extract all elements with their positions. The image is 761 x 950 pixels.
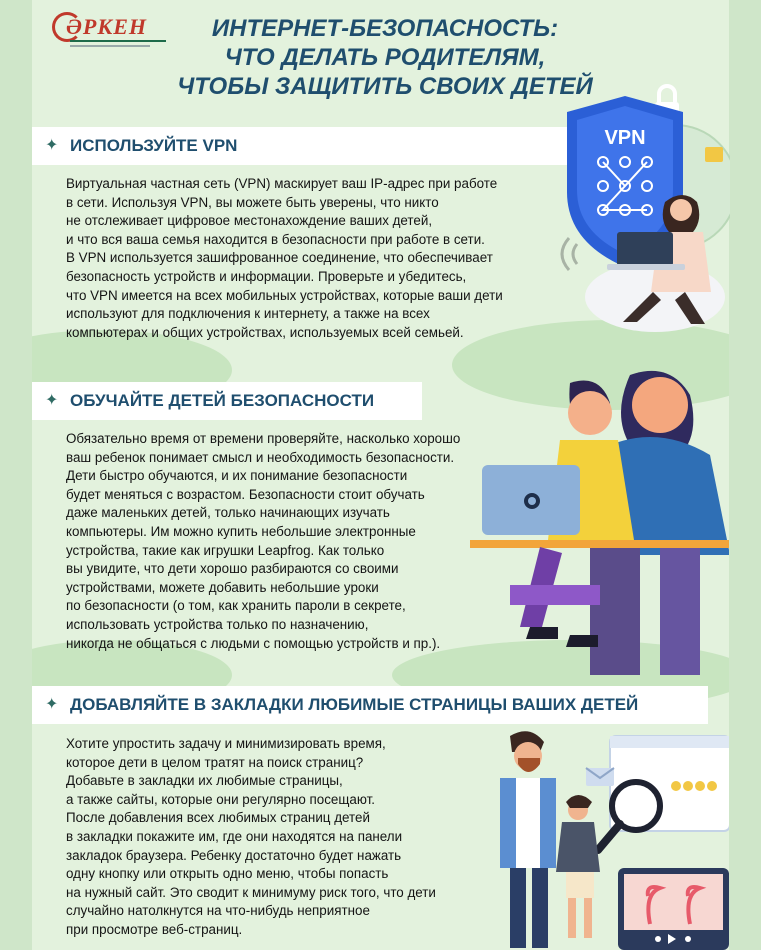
vpn-illustration [555,82,730,332]
title-line: ЧТО ДЕЛАТЬ РОДИТЕЛЯМ, [224,44,546,71]
logo [48,10,158,50]
sparkle-icon [46,698,60,712]
vpn-shield-label: VPN [604,127,646,149]
section-heading-bookmarks: ✦ ДОБАВЛЯЙТЕ В ЗАКЛАДКИ ЛЮБИМЫЕ СТРАНИЦЫ ВАШИХ ДЕТЕЙ [32,686,708,724]
section-text-teach: Обязательно время от времени проверяйте, насколько хорошо ваш ребенок понимает смысл и необходимость безопасности. Дети быстро обучаются, и их понимание безопасности будет меняться с возрастом. Безопасности стоит обучать даже маленьких детей, только начинающих изучать компьютеры. Им можно купить небольшие электронные устройства, такие как игрушки Leapfrog. Как только вы увидите, что дети хорошо разбираются со своими устройствами, можете добавить небольшие уроки по безопасности (о том, как хранить пароли в секрете, использовать устройства только по назначению, никогда не общаться с людьми с помощью устройств и пр.). [66,431,461,651]
left-border [0,0,32,950]
sparkle-icon [46,394,60,408]
page-title [150,14,620,101]
section-heading-teach: ✦ ОБУЧАЙТЕ ДЕТЕЙ БЕЗОПАСНОСТИ [32,382,422,420]
right-border [729,0,761,950]
section-text-bookmarks: Хотите упростить задачу и минимизировать время, которое дети в целом тратят на поиск страниц? Добавьте в закладки их любимые страницы, а также сайты, которые они регулярно посещают. После добавления всех любимых страниц детей в закладки покажите им, где они находятся на панели закладок браузера. Ребенку достаточно будет нажать одну кнопку или открыть одно меню, чтобы попасть на нужный сайт. Это сводит к минимуму риск того, что дети случайно натолкнутся на что-нибудь неприятное при просмотре веб-страниц. [66,736,436,937]
sparkle-icon [46,139,60,153]
title-line: ИНТЕРНЕТ-БЕЗОПАСНОСТЬ: [211,15,559,42]
mother-child-illustration [470,355,729,675]
section-text-vpn: Виртуальная частная сеть (VPN) маскирует ваш IP-адрес при работе в сети. Используя VPN, вы можете быть уверены, что никто не отслеживает цифровое местонахождение ваших детей, и что вся ваша семья находится в безопасности при работе в сети. В VPN используется зашифрованное соединение, что обеспечивает безопасность устройств и информации. Проверьте и убедитесь, что VPN имеется на всех мобильных устройствах, которые ваши дети используют для подключения к интернету, а также на всех компьютерах и общих устройствах, используемых всей семьей. [66,176,503,340]
section-heading-vpn: ✦ ИСПОЛЬЗУЙТЕ VPN [32,127,567,165]
title-line: ЧТОБЫ ЗАЩИТИТЬ СВОИХ ДЕТЕЙ [177,73,593,100]
bookmarks-illustration [490,728,729,950]
logo-text: ӘРКЕН [66,14,148,39]
